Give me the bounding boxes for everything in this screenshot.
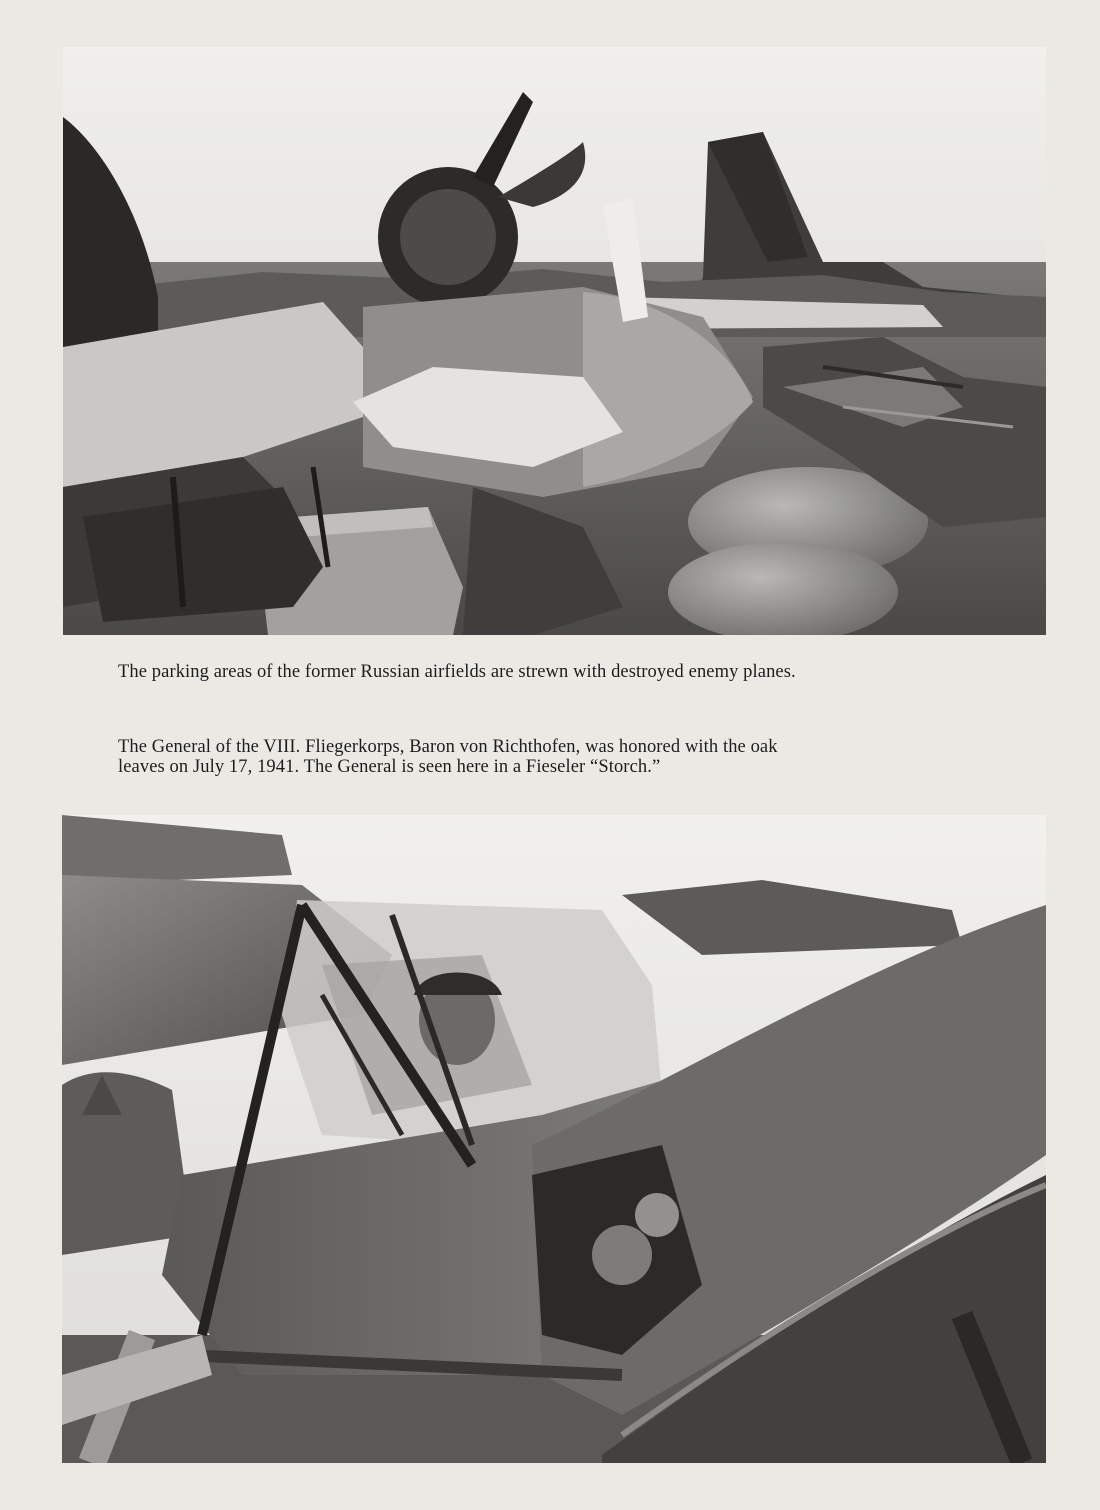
caption-general-storch xyxy=(118,737,998,777)
photo-fieseler-storch xyxy=(62,815,1046,1463)
photo-wrecked-aircraft xyxy=(63,47,1046,635)
caption-general-storch-line-1: The General of the VIII. Fliegerkorps, Baron von Richthofen, was honored with the oak xyxy=(118,737,778,757)
fieseler-storch-image xyxy=(62,815,1046,1463)
wrecked-aircraft-image xyxy=(63,47,1046,635)
caption-wrecked-aircraft: The parking areas of the former Russian airfields are strewn with destroyed enemy planes. xyxy=(118,662,796,682)
caption-general-storch-line-2: leaves on July 17, 1941. The General is seen here in a Fieseler “Storch.” xyxy=(118,757,661,777)
